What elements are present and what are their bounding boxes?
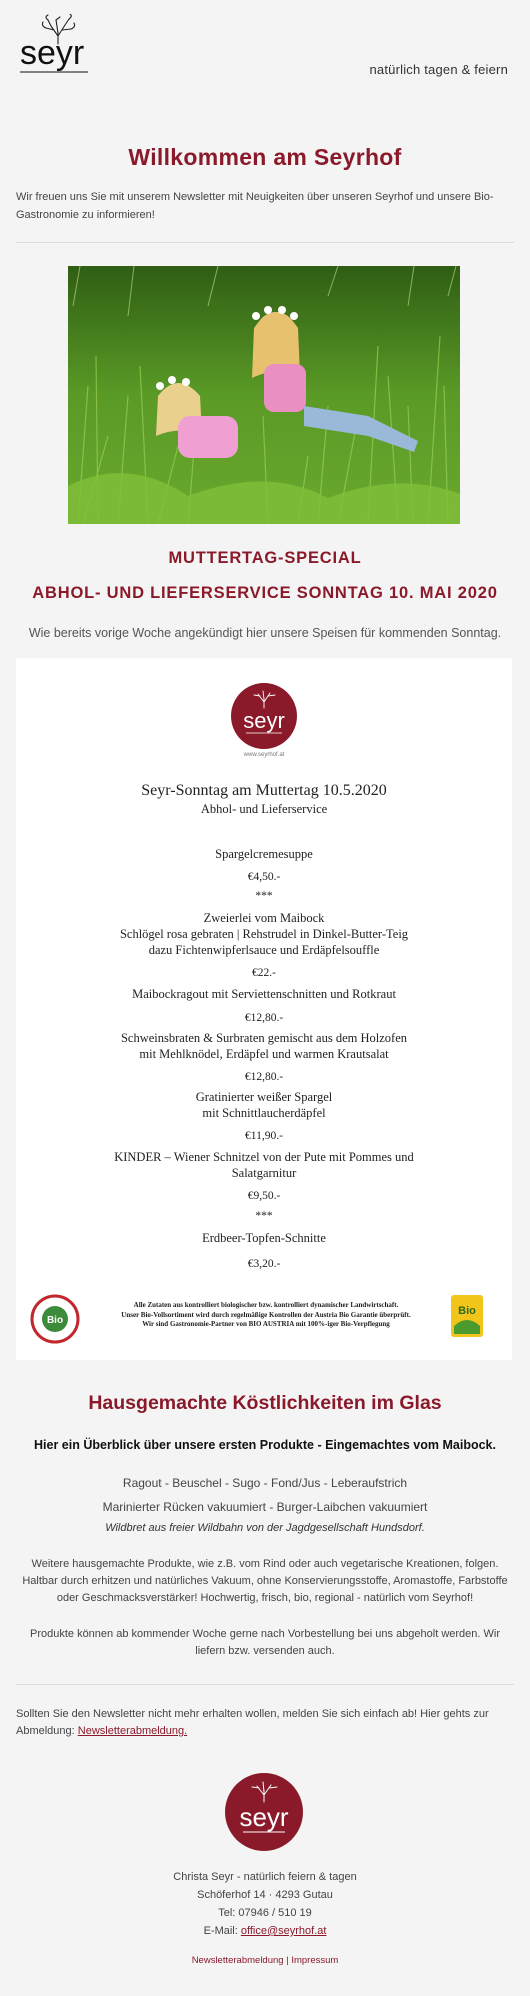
menu-price: €3,20.- [247,1258,281,1270]
products-list: Marinierter Rücken vakuumiert - Burger-Laibchen vakuumiert [102,1500,428,1514]
menu-item-dessert: Erdbeer-Topfen-Schnitte [202,1231,326,1245]
menu-price: €22.- [252,967,276,979]
menu-separator: *** [255,1210,273,1222]
products-title: Hausgemachte Köstlichkeiten im Glas [88,1392,442,1414]
menu-item-spargel-desc: mit Schnittlaucherdäpfel [202,1106,326,1120]
unsubscribe-link[interactable]: Newsletterabmeldung. [77,1725,188,1737]
divider [16,242,514,243]
email-link[interactable]: office@seyrhof.at [240,1925,327,1937]
menu-item-spargel: Gratinierter weißer Spargel [195,1090,333,1104]
footer-address: Schöferhof 14 · 4293 Gutau [197,1889,333,1901]
svg-text:seyr: seyr [243,708,285,733]
announcement: Wie bereits vorige Woche angekündigt hier unsere Speisen für kommenden Sonntag. [28,626,502,640]
footer-unsubscribe-link[interactable]: Newsletterabmeldung [191,1955,284,1966]
footer-links: Newsletterabmeldung | Impressum [191,1955,339,1966]
footer-email: E-Mail: office@seyrhof.at [203,1925,327,1937]
menu-price: €11,90.- [245,1130,283,1142]
meadow-children-photo [68,266,460,524]
menu-item-maibock-desc: dazu Fichtenwipferlsauce und Erdäpfelsouffle [148,943,380,957]
bio-label-icon [450,1294,484,1338]
menu-item-maibock-desc: Schlögel rosa gebraten | Rehstrudel in Dinkel-Butter-Teig [119,927,409,941]
menu-item-kinder: KINDER – Wiener Schnitzel von der Pute mit Pommes und [114,1150,414,1164]
divider [16,1684,514,1685]
svg-text:Bio: Bio [46,1315,64,1326]
footer-phone: Tel: 07946 / 510 19 [218,1907,312,1919]
menu-price: €4,50.- [247,871,281,883]
tagline: natürlich tagen & feiern [369,62,508,77]
footer-seyr-logo[interactable] [224,1772,304,1852]
certification-text: Alle Zutaten aus kontrolliert biologischer bzw. kontrolliert dynamischer Landwirtschaft. Unser Bio-Vollsortiment wird durch regelmäßige Kontrollen der Austria Bio Garantie überprüft. Wir sind Gastronomie-Partner von BIO AUSTRIA mit 100%-iger Bio-Verpflegung [121,1301,411,1328]
products-description: Weitere hausgemachte Produkte, wie z.B. vom Rind oder auch vegetarische Kreationen, folgen. Haltbar durch erhitzen und natürliches Vakuum, ohne Konservierungsstoffe, Aromastoffe, Farbstoffe oder Geschmacksverstärker! Hochwertig, frisch, bio, regional - natürlich vom Seyrhof! [22,1558,508,1604]
seyr-logo[interactable] [18,14,104,78]
menu-price: €12,80.- [244,1012,284,1024]
menu-item-schweinsbraten: Schweinsbraten & Surbraten gemischt aus dem Holzofen [120,1031,408,1045]
menu-price: €12,80.- [244,1071,284,1083]
menu-card [16,658,512,1360]
svg-text:seyr: seyr [20,34,85,72]
products-note: Wildbret aus freier Wildbahn von der Jagdgesellschaft Hundsdorf. [105,1522,425,1534]
menu-item-kinder-desc: Salatgarnitur [231,1166,297,1180]
menu-url: www.seyrhof.at [243,752,285,758]
menu-separator: *** [255,890,273,902]
menu-title: Seyr-Sonntag am Muttertag 10.5.2020 [141,782,387,799]
footer-company: Christa Seyr - natürlich feiern & tagen [173,1871,357,1883]
menu-item-maibock: Zweierlei vom Maibock [203,911,325,925]
menu-subtitle: Abhol- und Lieferservice [200,802,328,816]
svg-text:seyr: seyr [239,1802,289,1832]
service-subtitle: ABHOL- UND LIEFERSERVICE SONNTAG 10. MAI 2020 [32,584,498,602]
menu-seyr-logo [230,682,298,750]
menu-price: €9,50.- [247,1190,281,1202]
austria-bio-garantie-seal [30,1294,80,1344]
welcome-intro: Wir freuen uns Sie mit unserem Newsletter mit Neuigkeiten über unseren Seyrhof und unsere Bio-Gastronomie zu informieren! [16,191,494,221]
impressum-link[interactable]: Impressum [291,1955,339,1966]
menu-item-ragout: Maibockragout mit Serviettenschnitten und Rotkraut [132,987,396,1001]
products-order-info: Produkte können ab kommender Woche gerne nach Vorbestellung bei uns abgeholt werden. Wir liefern bzw. versenden auch. [29,1628,501,1657]
products-overview: Hier ein Überblick über unsere ersten Produkte - Eingemachtes vom Maibock. [34,1438,496,1452]
menu-item-soup: Spargelcremesuppe [215,847,313,861]
menu-item-schweinsbraten-desc: mit Mehlknödel, Erdäpfel und warmen Krautsalat [139,1047,389,1061]
products-list: Ragout - Beuschel - Sugo - Fond/Jus - Leberaufstrich [122,1476,408,1490]
svg-text:Bio: Bio [458,1305,476,1317]
muttertag-title: MUTTERTAG-SPECIAL [168,549,362,567]
unsubscribe-text: Sollten Sie den Newsletter nicht mehr erhalten wollen, melden Sie sich einfach ab! Hier gehts zur Abmeldung: Newsletterabmeldung. [16,1708,489,1737]
welcome-title: Willkommen am Seyrhof [128,144,402,170]
